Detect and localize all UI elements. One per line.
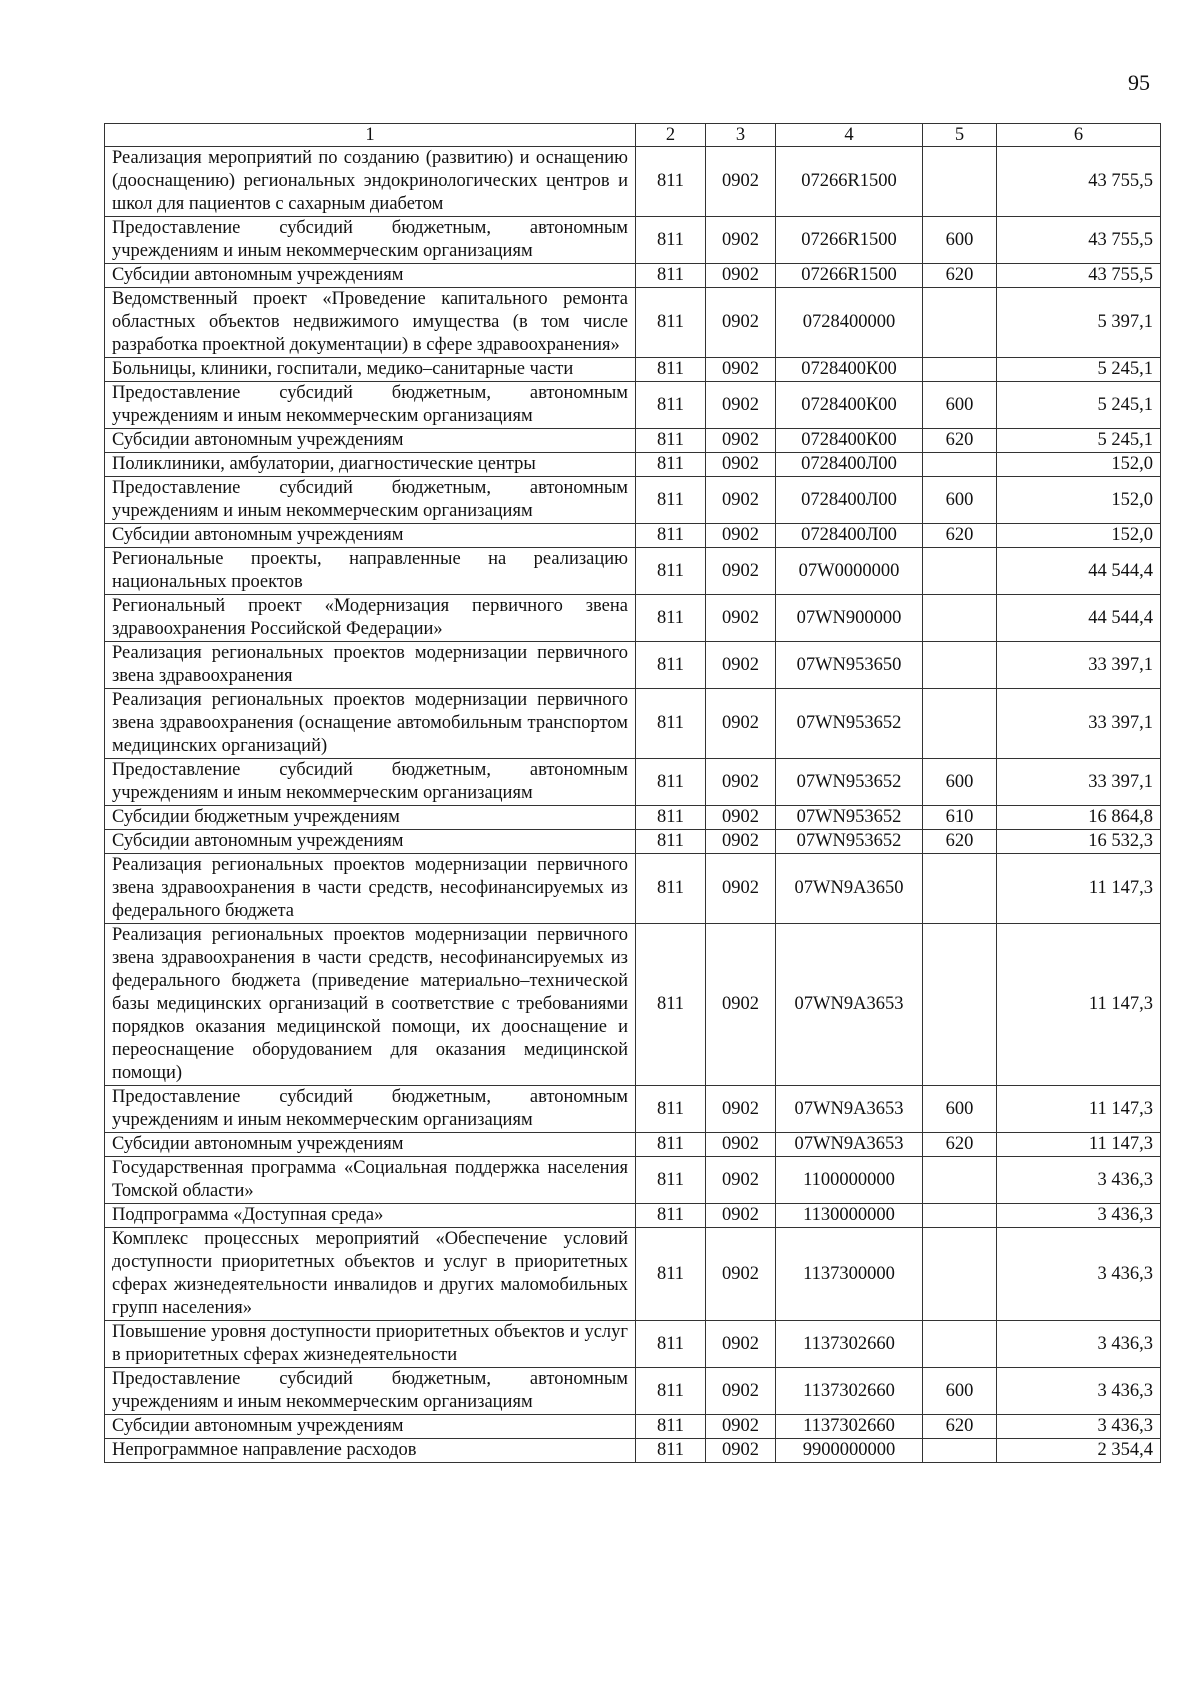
- row-expense-type-cell: [923, 147, 997, 217]
- row-amount-cell: 3 436,3: [997, 1204, 1161, 1228]
- row-amount-cell: 5 245,1: [997, 429, 1161, 453]
- row-section-code-cell: 0902: [706, 924, 776, 1086]
- table-row: [105, 642, 1161, 689]
- row-section-code-cell: 0902: [706, 477, 776, 524]
- row-expense-type-cell: [923, 453, 997, 477]
- table-row: [105, 854, 1161, 924]
- row-expense-type-cell: 600: [923, 759, 997, 806]
- row-section-code-cell: 0902: [706, 264, 776, 288]
- row-admin-code-cell: 811: [636, 382, 706, 429]
- row-target-item-cell: 9900000000: [776, 1439, 923, 1463]
- row-expense-type-cell: [923, 288, 997, 358]
- row-name-cell: Государственная программа «Социальная поддержка населения Томской области»: [105, 1157, 636, 1204]
- table-row: [105, 806, 1161, 830]
- row-target-item-cell: 07266R1500: [776, 147, 923, 217]
- row-admin-code-cell: 811: [636, 1368, 706, 1415]
- row-name-cell: Предоставление субсидий бюджетным, автономным учреждениям и иным некоммерческим организациям: [105, 217, 636, 264]
- table-row: [105, 217, 1161, 264]
- row-target-item-cell: 07WN953652: [776, 689, 923, 759]
- row-target-item-cell: 1137302660: [776, 1368, 923, 1415]
- row-target-item-cell: 07WN9A3650: [776, 854, 923, 924]
- row-section-code-cell: 0902: [706, 1321, 776, 1368]
- table-row: [105, 477, 1161, 524]
- row-expense-type-cell: 600: [923, 217, 997, 264]
- row-section-code-cell: 0902: [706, 288, 776, 358]
- row-section-code-cell: 0902: [706, 217, 776, 264]
- row-name-cell: Субсидии автономным учреждениям: [105, 1133, 636, 1157]
- row-name-cell: Предоставление субсидий бюджетным, автономным учреждениям и иным некоммерческим организациям: [105, 1086, 636, 1133]
- row-amount-cell: 11 147,3: [997, 924, 1161, 1086]
- column-header: 2: [636, 124, 706, 147]
- table-header-row: [105, 124, 1161, 147]
- row-expense-type-cell: 620: [923, 429, 997, 453]
- row-name-cell: Предоставление субсидий бюджетным, автономным учреждениям и иным некоммерческим организациям: [105, 1368, 636, 1415]
- row-expense-type-cell: 600: [923, 477, 997, 524]
- row-admin-code-cell: 811: [636, 1439, 706, 1463]
- table-row: [105, 147, 1161, 217]
- table-row: [105, 1415, 1161, 1439]
- row-expense-type-cell: [923, 595, 997, 642]
- row-admin-code-cell: 811: [636, 1321, 706, 1368]
- row-name-cell: Предоставление субсидий бюджетным, автономным учреждениям и иным некоммерческим организациям: [105, 477, 636, 524]
- row-expense-type-cell: [923, 1439, 997, 1463]
- row-target-item-cell: 1130000000: [776, 1204, 923, 1228]
- row-amount-cell: 5 245,1: [997, 382, 1161, 429]
- row-section-code-cell: 0902: [706, 1157, 776, 1204]
- row-section-code-cell: 0902: [706, 806, 776, 830]
- row-amount-cell: 16 864,8: [997, 806, 1161, 830]
- row-section-code-cell: 0902: [706, 429, 776, 453]
- table-row: [105, 453, 1161, 477]
- row-expense-type-cell: 620: [923, 264, 997, 288]
- row-section-code-cell: 0902: [706, 642, 776, 689]
- row-admin-code-cell: 811: [636, 147, 706, 217]
- column-header: 6: [997, 124, 1161, 147]
- row-target-item-cell: 1137300000: [776, 1228, 923, 1321]
- row-admin-code-cell: 811: [636, 1228, 706, 1321]
- row-section-code-cell: 0902: [706, 453, 776, 477]
- row-amount-cell: 44 544,4: [997, 548, 1161, 595]
- row-target-item-cell: 07WN9A3653: [776, 924, 923, 1086]
- table-row: [105, 1321, 1161, 1368]
- row-name-cell: Больницы, клиники, госпитали, медико–санитарные части: [105, 358, 636, 382]
- row-target-item-cell: 07WN953652: [776, 806, 923, 830]
- row-name-cell: Субсидии автономным учреждениям: [105, 264, 636, 288]
- row-admin-code-cell: 811: [636, 1086, 706, 1133]
- table-row: [105, 1228, 1161, 1321]
- row-admin-code-cell: 811: [636, 1157, 706, 1204]
- row-expense-type-cell: [923, 1157, 997, 1204]
- row-name-cell: Региональные проекты, направленные на реализацию национальных проектов: [105, 548, 636, 595]
- row-expense-type-cell: 620: [923, 1133, 997, 1157]
- row-target-item-cell: 0728400К00: [776, 358, 923, 382]
- row-amount-cell: 33 397,1: [997, 759, 1161, 806]
- table-row: [105, 1368, 1161, 1415]
- row-amount-cell: 33 397,1: [997, 642, 1161, 689]
- row-admin-code-cell: 811: [636, 642, 706, 689]
- row-expense-type-cell: [923, 1321, 997, 1368]
- table-row: [105, 382, 1161, 429]
- row-target-item-cell: 07WN953652: [776, 759, 923, 806]
- row-amount-cell: 3 436,3: [997, 1368, 1161, 1415]
- row-name-cell: Реализация мероприятий по созданию (развитию) и оснащению (дооснащению) региональных эндокринологических центров и школ для пациентов с сахарным диабетом: [105, 147, 636, 217]
- row-target-item-cell: 07WN9A3653: [776, 1133, 923, 1157]
- row-admin-code-cell: 811: [636, 477, 706, 524]
- row-admin-code-cell: 811: [636, 264, 706, 288]
- row-admin-code-cell: 811: [636, 1133, 706, 1157]
- table-row: [105, 1133, 1161, 1157]
- row-section-code-cell: 0902: [706, 595, 776, 642]
- row-name-cell: Комплекс процессных мероприятий «Обеспечение условий доступности приоритетных объектов и услуг в приоритетных сферах жизнедеятельности инвалидов и других маломобильных групп населения»: [105, 1228, 636, 1321]
- row-expense-type-cell: 620: [923, 830, 997, 854]
- budget-table: [104, 123, 1161, 1463]
- row-admin-code-cell: 811: [636, 830, 706, 854]
- column-header: 4: [776, 124, 923, 147]
- row-amount-cell: 152,0: [997, 524, 1161, 548]
- row-name-cell: Субсидии автономным учреждениям: [105, 1415, 636, 1439]
- row-amount-cell: 11 147,3: [997, 1133, 1161, 1157]
- row-name-cell: Субсидии автономным учреждениям: [105, 429, 636, 453]
- row-target-item-cell: 1137302660: [776, 1415, 923, 1439]
- row-section-code-cell: 0902: [706, 759, 776, 806]
- row-target-item-cell: 0728400Л00: [776, 524, 923, 548]
- row-name-cell: Субсидии автономным учреждениям: [105, 830, 636, 854]
- row-expense-type-cell: [923, 358, 997, 382]
- table-row: [105, 1204, 1161, 1228]
- table-row: [105, 524, 1161, 548]
- row-admin-code-cell: 811: [636, 524, 706, 548]
- row-admin-code-cell: 811: [636, 854, 706, 924]
- row-target-item-cell: 1137302660: [776, 1321, 923, 1368]
- row-admin-code-cell: 811: [636, 689, 706, 759]
- row-target-item-cell: 07266R1500: [776, 264, 923, 288]
- row-name-cell: Реализация региональных проектов модернизации первичного звена здравоохранения (оснащение автомобильным транспортом медицинских организаций): [105, 689, 636, 759]
- table-row: [105, 358, 1161, 382]
- row-admin-code-cell: 811: [636, 217, 706, 264]
- row-section-code-cell: 0902: [706, 1133, 776, 1157]
- row-expense-type-cell: [923, 548, 997, 595]
- row-admin-code-cell: 811: [636, 358, 706, 382]
- row-name-cell: Реализация региональных проектов модернизации первичного звена здравоохранения в части средств, несофинансируемых из федерального бюджета: [105, 854, 636, 924]
- row-name-cell: Повышение уровня доступности приоритетных объектов и услуг в приоритетных сферах жизнедеятельности: [105, 1321, 636, 1368]
- row-expense-type-cell: 600: [923, 1368, 997, 1415]
- row-name-cell: Подпрограмма «Доступная среда»: [105, 1204, 636, 1228]
- table-row: [105, 288, 1161, 358]
- row-amount-cell: 152,0: [997, 453, 1161, 477]
- table-row: [105, 759, 1161, 806]
- row-name-cell: Непрограммное направление расходов: [105, 1439, 636, 1463]
- row-admin-code-cell: 811: [636, 595, 706, 642]
- row-amount-cell: 43 755,5: [997, 217, 1161, 264]
- row-amount-cell: 43 755,5: [997, 147, 1161, 217]
- row-amount-cell: 16 532,3: [997, 830, 1161, 854]
- row-amount-cell: 3 436,3: [997, 1228, 1161, 1321]
- row-name-cell: Ведомственный проект «Проведение капитального ремонта областных объектов недвижимого имущества (в том числе разработка проектной документации) в сфере здравоохранения»: [105, 288, 636, 358]
- row-admin-code-cell: 811: [636, 924, 706, 1086]
- row-target-item-cell: 07WN953650: [776, 642, 923, 689]
- row-section-code-cell: 0902: [706, 147, 776, 217]
- row-section-code-cell: 0902: [706, 548, 776, 595]
- row-section-code-cell: 0902: [706, 1086, 776, 1133]
- table-row: [105, 689, 1161, 759]
- row-name-cell: Региональный проект «Модернизация первичного звена здравоохранения Российской Федерации»: [105, 595, 636, 642]
- row-target-item-cell: 0728400К00: [776, 382, 923, 429]
- column-header: 5: [923, 124, 997, 147]
- column-header: 1: [105, 124, 636, 147]
- row-section-code-cell: 0902: [706, 830, 776, 854]
- row-amount-cell: 5 245,1: [997, 358, 1161, 382]
- page-number: 95: [1128, 70, 1150, 95]
- row-expense-type-cell: 600: [923, 1086, 997, 1133]
- table-row: [105, 924, 1161, 1086]
- row-expense-type-cell: [923, 1228, 997, 1321]
- row-name-cell: Субсидии бюджетным учреждениям: [105, 806, 636, 830]
- row-target-item-cell: 0728400Л00: [776, 453, 923, 477]
- row-target-item-cell: 1100000000: [776, 1157, 923, 1204]
- row-section-code-cell: 0902: [706, 1368, 776, 1415]
- row-expense-type-cell: [923, 1204, 997, 1228]
- row-target-item-cell: 07WN900000: [776, 595, 923, 642]
- row-admin-code-cell: 811: [636, 759, 706, 806]
- row-admin-code-cell: 811: [636, 429, 706, 453]
- table-row: [105, 548, 1161, 595]
- table-row: [105, 1439, 1161, 1463]
- row-amount-cell: 11 147,3: [997, 854, 1161, 924]
- row-section-code-cell: 0902: [706, 524, 776, 548]
- row-amount-cell: 152,0: [997, 477, 1161, 524]
- row-name-cell: Предоставление субсидий бюджетным, автономным учреждениям и иным некоммерческим организациям: [105, 382, 636, 429]
- row-amount-cell: 44 544,4: [997, 595, 1161, 642]
- row-expense-type-cell: [923, 924, 997, 1086]
- row-amount-cell: 3 436,3: [997, 1157, 1161, 1204]
- row-expense-type-cell: 620: [923, 524, 997, 548]
- table-row: [105, 429, 1161, 453]
- row-admin-code-cell: 811: [636, 806, 706, 830]
- table-row: [105, 1157, 1161, 1204]
- row-admin-code-cell: 811: [636, 1415, 706, 1439]
- row-amount-cell: 3 436,3: [997, 1321, 1161, 1368]
- row-expense-type-cell: 600: [923, 382, 997, 429]
- row-expense-type-cell: [923, 642, 997, 689]
- row-amount-cell: 33 397,1: [997, 689, 1161, 759]
- table-row: [105, 1086, 1161, 1133]
- table-row: [105, 830, 1161, 854]
- row-amount-cell: 43 755,5: [997, 264, 1161, 288]
- row-target-item-cell: 0728400Л00: [776, 477, 923, 524]
- row-amount-cell: 5 397,1: [997, 288, 1161, 358]
- row-section-code-cell: 0902: [706, 689, 776, 759]
- row-name-cell: Поликлиники, амбулатории, диагностические центры: [105, 453, 636, 477]
- row-amount-cell: 3 436,3: [997, 1415, 1161, 1439]
- row-section-code-cell: 0902: [706, 382, 776, 429]
- row-target-item-cell: 0728400К00: [776, 429, 923, 453]
- row-admin-code-cell: 811: [636, 288, 706, 358]
- row-section-code-cell: 0902: [706, 1415, 776, 1439]
- row-section-code-cell: 0902: [706, 358, 776, 382]
- row-admin-code-cell: 811: [636, 1204, 706, 1228]
- row-section-code-cell: 0902: [706, 854, 776, 924]
- row-name-cell: Субсидии автономным учреждениям: [105, 524, 636, 548]
- row-target-item-cell: 07W0000000: [776, 548, 923, 595]
- table-row: [105, 264, 1161, 288]
- row-expense-type-cell: 610: [923, 806, 997, 830]
- row-target-item-cell: 0728400000: [776, 288, 923, 358]
- row-section-code-cell: 0902: [706, 1228, 776, 1321]
- row-target-item-cell: 07WN9A3653: [776, 1086, 923, 1133]
- table-row: [105, 595, 1161, 642]
- row-name-cell: Реализация региональных проектов модернизации первичного звена здравоохранения в части средств, несофинансируемых из федерального бюджета (приведение материально–технической базы медицинских организаций в соответствие с требованиями порядков оказания медицинской помощи, их дооснащение и переоснащение оборудованием для оказания медицинской помощи): [105, 924, 636, 1086]
- row-amount-cell: 2 354,4: [997, 1439, 1161, 1463]
- row-expense-type-cell: 620: [923, 1415, 997, 1439]
- row-name-cell: Предоставление субсидий бюджетным, автономным учреждениям и иным некоммерческим организациям: [105, 759, 636, 806]
- row-target-item-cell: 07WN953652: [776, 830, 923, 854]
- row-admin-code-cell: 811: [636, 453, 706, 477]
- column-header: 3: [706, 124, 776, 147]
- row-expense-type-cell: [923, 854, 997, 924]
- row-expense-type-cell: [923, 689, 997, 759]
- row-admin-code-cell: 811: [636, 548, 706, 595]
- row-amount-cell: 11 147,3: [997, 1086, 1161, 1133]
- row-target-item-cell: 07266R1500: [776, 217, 923, 264]
- row-name-cell: Реализация региональных проектов модернизации первичного звена здравоохранения: [105, 642, 636, 689]
- row-section-code-cell: 0902: [706, 1439, 776, 1463]
- row-section-code-cell: 0902: [706, 1204, 776, 1228]
